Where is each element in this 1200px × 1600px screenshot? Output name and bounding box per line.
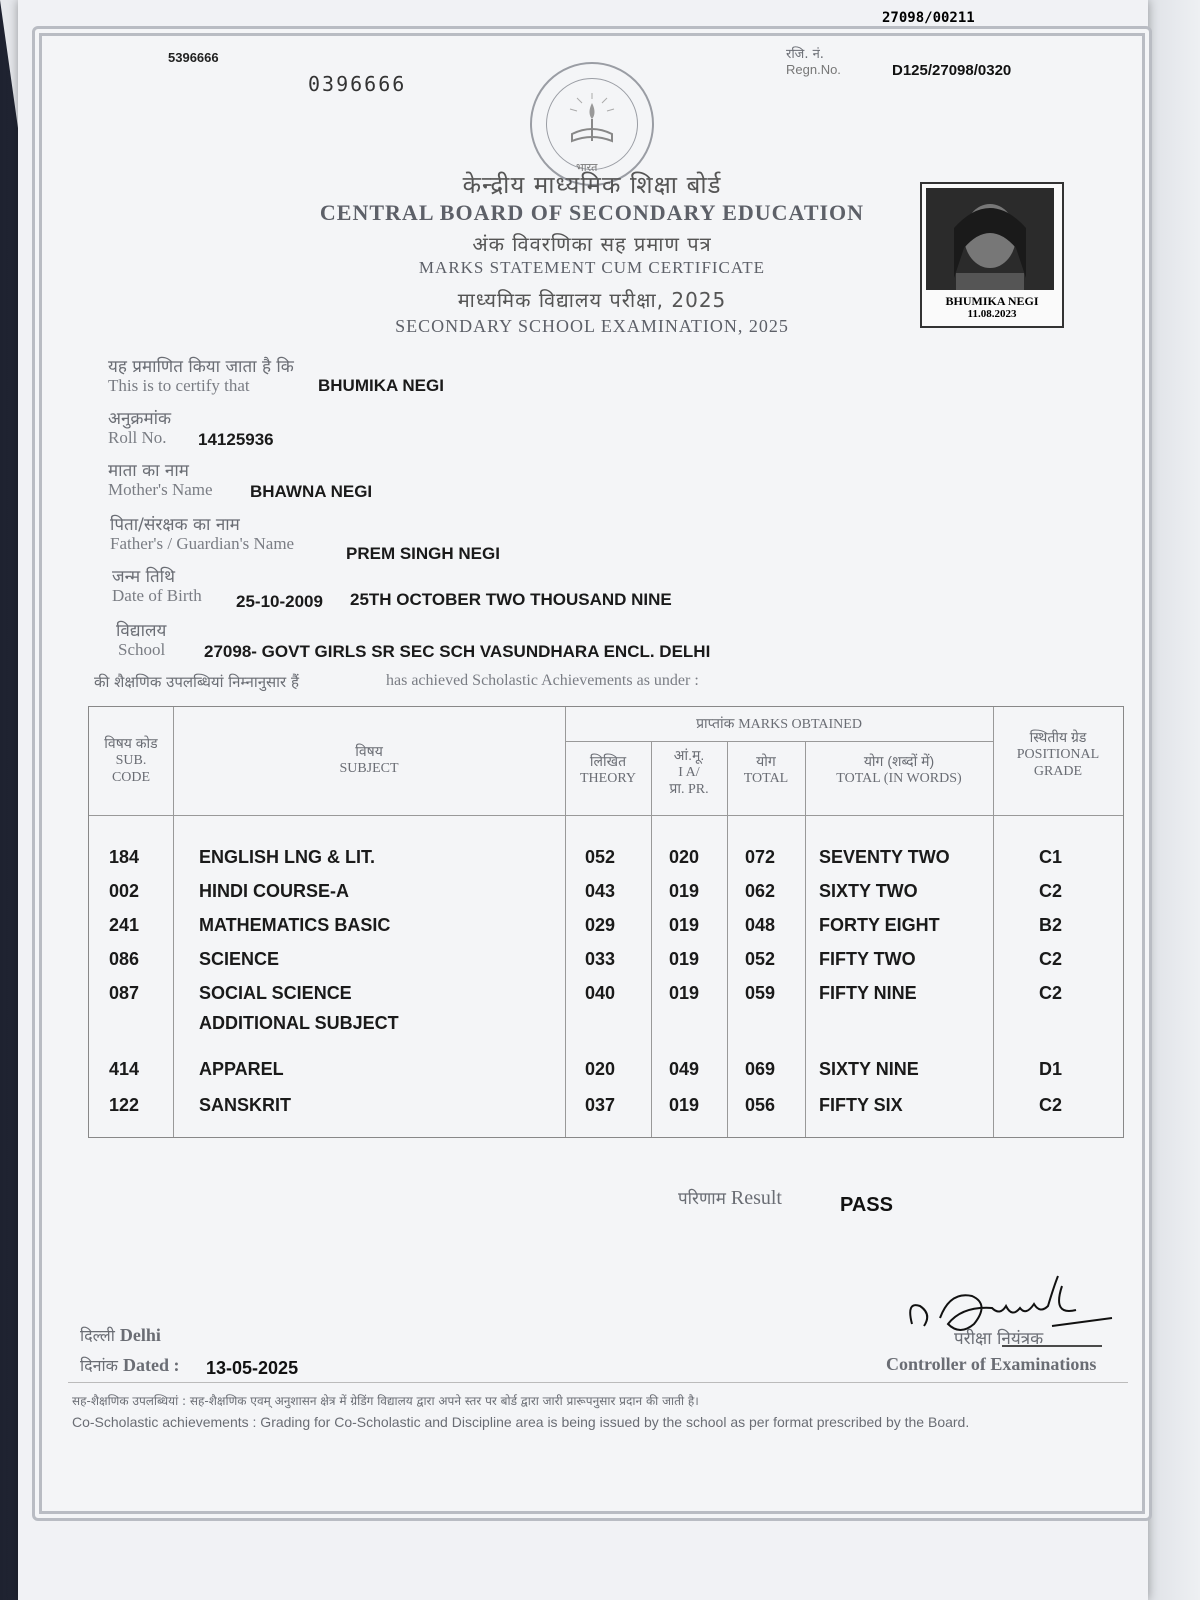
marks-cell-subject: SANSKRIT — [199, 1095, 292, 1115]
footnote-hindi: सह-शैक्षणिक उपलब्धियां : सह-शैक्षणिक एवम् अनुशासन क्षेत्र में ग्रेडिंग विद्यालय द्वारा अपने स्तर पर बोर्ड द्वारा जारी प्रारूपनुसार प्रदान की जाती है। — [72, 1394, 699, 1408]
marks-cell-code: 184 — [109, 847, 140, 867]
student-photo — [926, 188, 1054, 290]
grade-header-en: POSITIONAL GRADE — [1016, 747, 1100, 779]
marks-cell-words: FIFTY SIX — [819, 1095, 903, 1115]
marks-cell-ia: 049 — [669, 1059, 700, 1079]
marks-cell-code: 241 — [109, 915, 140, 935]
dated-value: 13-05-2025 — [206, 1358, 299, 1378]
place-label-en: Delhi — [119, 1325, 161, 1345]
dated-label-hi: दिनांक — [80, 1356, 118, 1375]
marks-cell-grade: D1 — [1039, 1059, 1063, 1079]
marks-cell-words: FORTY EIGHT — [819, 915, 940, 935]
marks-cell-code: 002 — [109, 881, 140, 901]
marks-cell-words: SIXTY TWO — [819, 881, 918, 901]
mother-name: BHAWNA NEGI — [250, 482, 373, 501]
marks-header-en: MARKS OBTAINED — [738, 717, 862, 732]
certify-label-en: This is to certify that — [108, 376, 250, 395]
father-label-hi: पिता/संरक्षक का नाम — [110, 515, 240, 535]
subject-header-en: SUBJECT — [339, 761, 399, 776]
regn-value: D125/27098/0320 — [892, 62, 1012, 79]
marks-cell-subject: ENGLISH LNG & LIT. — [199, 847, 376, 867]
words-header-hi: योग (शब्दों में) — [863, 753, 935, 769]
result-label-en: Result — [730, 1187, 782, 1209]
marks-cell-total: 062 — [745, 881, 776, 901]
photo-caption-name: BHUMIKA NEGI — [945, 294, 1039, 308]
result-label-hi: परिणाम — [678, 1189, 726, 1209]
marks-cell-subject: APPAREL — [199, 1059, 284, 1079]
seal-text: भारत — [576, 162, 598, 174]
certificate-paper — [18, 0, 1148, 1600]
marks-cell-ia: 019 — [669, 915, 700, 935]
student-name: BHUMIKA NEGI — [318, 376, 444, 395]
board-name-english: CENTRAL BOARD OF SECONDARY EDUCATION — [319, 200, 865, 225]
father-label-en: Father's / Guardian's Name — [110, 534, 295, 553]
roll-number: 14125936 — [198, 430, 274, 449]
ia-header-en: I A/ — [678, 765, 700, 780]
serial-small: 5396666 — [168, 50, 219, 65]
pr-header: प्रा. PR. — [669, 782, 709, 797]
regn-label-hi: रजि. नं. — [786, 47, 824, 62]
marks-cell-code: 122 — [109, 1095, 140, 1115]
board-name-hindi: केन्द्रीय माध्यमिक शिक्षा बोर्ड — [462, 171, 722, 199]
achieved-label-en: has achieved Scholastic Achievements as under : — [386, 672, 699, 689]
ia-header-hi: आं.मू. — [673, 747, 705, 763]
marks-cell-ia: 019 — [669, 949, 700, 969]
lamp-book-emblem-icon — [557, 89, 627, 159]
subject-header-hi: विषय — [355, 743, 383, 759]
doc-title-hindi: अंक विवरणिका सह प्रमाण पत्र — [472, 232, 712, 256]
marks-cell-theory: 043 — [585, 881, 616, 901]
marks-cell-subject: MATHEMATICS BASIC — [199, 915, 391, 935]
marks-cell-total: 069 — [745, 1059, 776, 1079]
result-value: PASS — [840, 1194, 893, 1216]
mother-label-hi: माता का नाम — [108, 461, 189, 481]
code-header-hi: विषय कोड — [104, 735, 158, 751]
marks-cell-theory: 033 — [585, 949, 616, 969]
footnote-english: Co-Scholastic achievements : Grading for Co-Scholastic and Discipline area is being issued by the school as per format prescribed by the Board. — [72, 1414, 970, 1430]
photo-caption-date: 11.08.2023 — [967, 308, 1017, 320]
controller-label-hi: परीक्षा नियंत्रक — [954, 1329, 1044, 1349]
school-label-en: School — [118, 640, 166, 659]
marks-cell-code: 414 — [109, 1059, 140, 1079]
roll-label-hi: अनुक्रमांक — [108, 409, 172, 429]
school-name: 27098- GOVT GIRLS SR SEC SCH VASUNDHARA ENCL. DELHI — [204, 642, 711, 661]
marks-cell-subject: SCIENCE — [199, 949, 280, 969]
dated-label-en: Dated : — [122, 1355, 180, 1375]
marks-cell-total: 048 — [745, 915, 776, 935]
code-header-en: SUB. CODE — [111, 753, 151, 785]
marks-cell-total: 052 — [745, 949, 776, 969]
words-header-en: TOTAL (IN WORDS) — [836, 771, 962, 786]
marks-cell-grade: C2 — [1039, 983, 1063, 1003]
grade-header-hi: स्थितीय ग्रेड — [1029, 729, 1087, 745]
top-reference: 27098/00211 — [882, 10, 975, 26]
marks-table — [88, 706, 1124, 1138]
roll-label-en: Roll No. — [108, 428, 167, 447]
student-photo-box — [920, 182, 1064, 328]
exam-title-hindi: माध्यमिक विद्यालय परीक्षा, 2025 — [457, 288, 727, 312]
marks-cell-subject: HINDI COURSE-A — [199, 881, 350, 901]
marks-cell-grade: C1 — [1039, 847, 1063, 867]
total-header-hi: योग — [756, 753, 776, 769]
mother-label-en: Mother's Name — [108, 480, 213, 499]
dob-value: 25-10-2009 — [236, 592, 323, 611]
exam-title-english: SECONDARY SCHOOL EXAMINATION, 2025 — [395, 316, 789, 336]
regn-label-en: Regn.No. — [786, 62, 841, 77]
theory-header-hi: लिखित — [589, 753, 627, 769]
certificate-border — [32, 26, 1152, 1521]
marks-cell-ia: 019 — [669, 1095, 700, 1115]
theory-header-en: THEORY — [580, 771, 636, 786]
marks-cell-theory: 037 — [585, 1095, 616, 1115]
serial-large: 0396666 — [308, 72, 407, 96]
marks-cell-ia: 020 — [669, 847, 700, 867]
controller-label-en: Controller of Examinations — [886, 1354, 1097, 1374]
marks-cell-subject: SOCIAL SCIENCE — [199, 983, 352, 1003]
marks-cell-words: FIFTY NINE — [819, 983, 917, 1003]
dob-in-words: 25TH OCTOBER TWO THOUSAND NINE — [350, 590, 672, 609]
father-name: PREM SINGH NEGI — [346, 544, 500, 563]
marks-cell-ia: 019 — [669, 983, 700, 1003]
marks-cell-theory: 052 — [585, 847, 616, 867]
marks-cell-grade: C2 — [1039, 1095, 1063, 1115]
marks-cell-grade: C2 — [1039, 949, 1063, 969]
marks-header-hi: प्राप्तांक — [696, 715, 735, 731]
doc-title-english: MARKS STATEMENT CUM CERTIFICATE — [418, 258, 766, 277]
achieved-label-hi: की शैक्षणिक उपलब्धियां निम्नानुसार हैं — [94, 673, 299, 691]
dob-label-en: Date of Birth — [112, 586, 202, 605]
marks-cell-code: 087 — [109, 983, 140, 1003]
marks-cell-total: 072 — [745, 847, 776, 867]
dob-label-hi: जन्म तिथि — [112, 567, 175, 587]
marks-cell-grade: C2 — [1039, 881, 1063, 901]
marks-cell-theory: 040 — [585, 983, 616, 1003]
marks-cell-ia: 019 — [669, 881, 700, 901]
marks-cell-words: SIXTY NINE — [819, 1059, 919, 1079]
marks-cell-code: 086 — [109, 949, 140, 969]
school-label-hi: विद्यालय — [116, 621, 167, 641]
marks-cell-total: 059 — [745, 983, 776, 1003]
marks-cell-theory: 020 — [585, 1059, 616, 1079]
marks-cell-theory: 029 — [585, 915, 616, 935]
marks-cell-words: FIFTY TWO — [819, 949, 916, 969]
marks-cell-total: 056 — [745, 1095, 776, 1115]
marks-cell-grade: B2 — [1039, 915, 1063, 935]
certify-label-hi: यह प्रमाणित किया जाता है कि — [108, 357, 294, 377]
additional-subject-label: ADDITIONAL SUBJECT — [199, 1013, 399, 1033]
total-header-en: TOTAL — [743, 771, 789, 786]
marks-cell-words: SEVENTY TWO — [819, 847, 950, 867]
place-label-hi: दिल्ली — [80, 1326, 115, 1345]
